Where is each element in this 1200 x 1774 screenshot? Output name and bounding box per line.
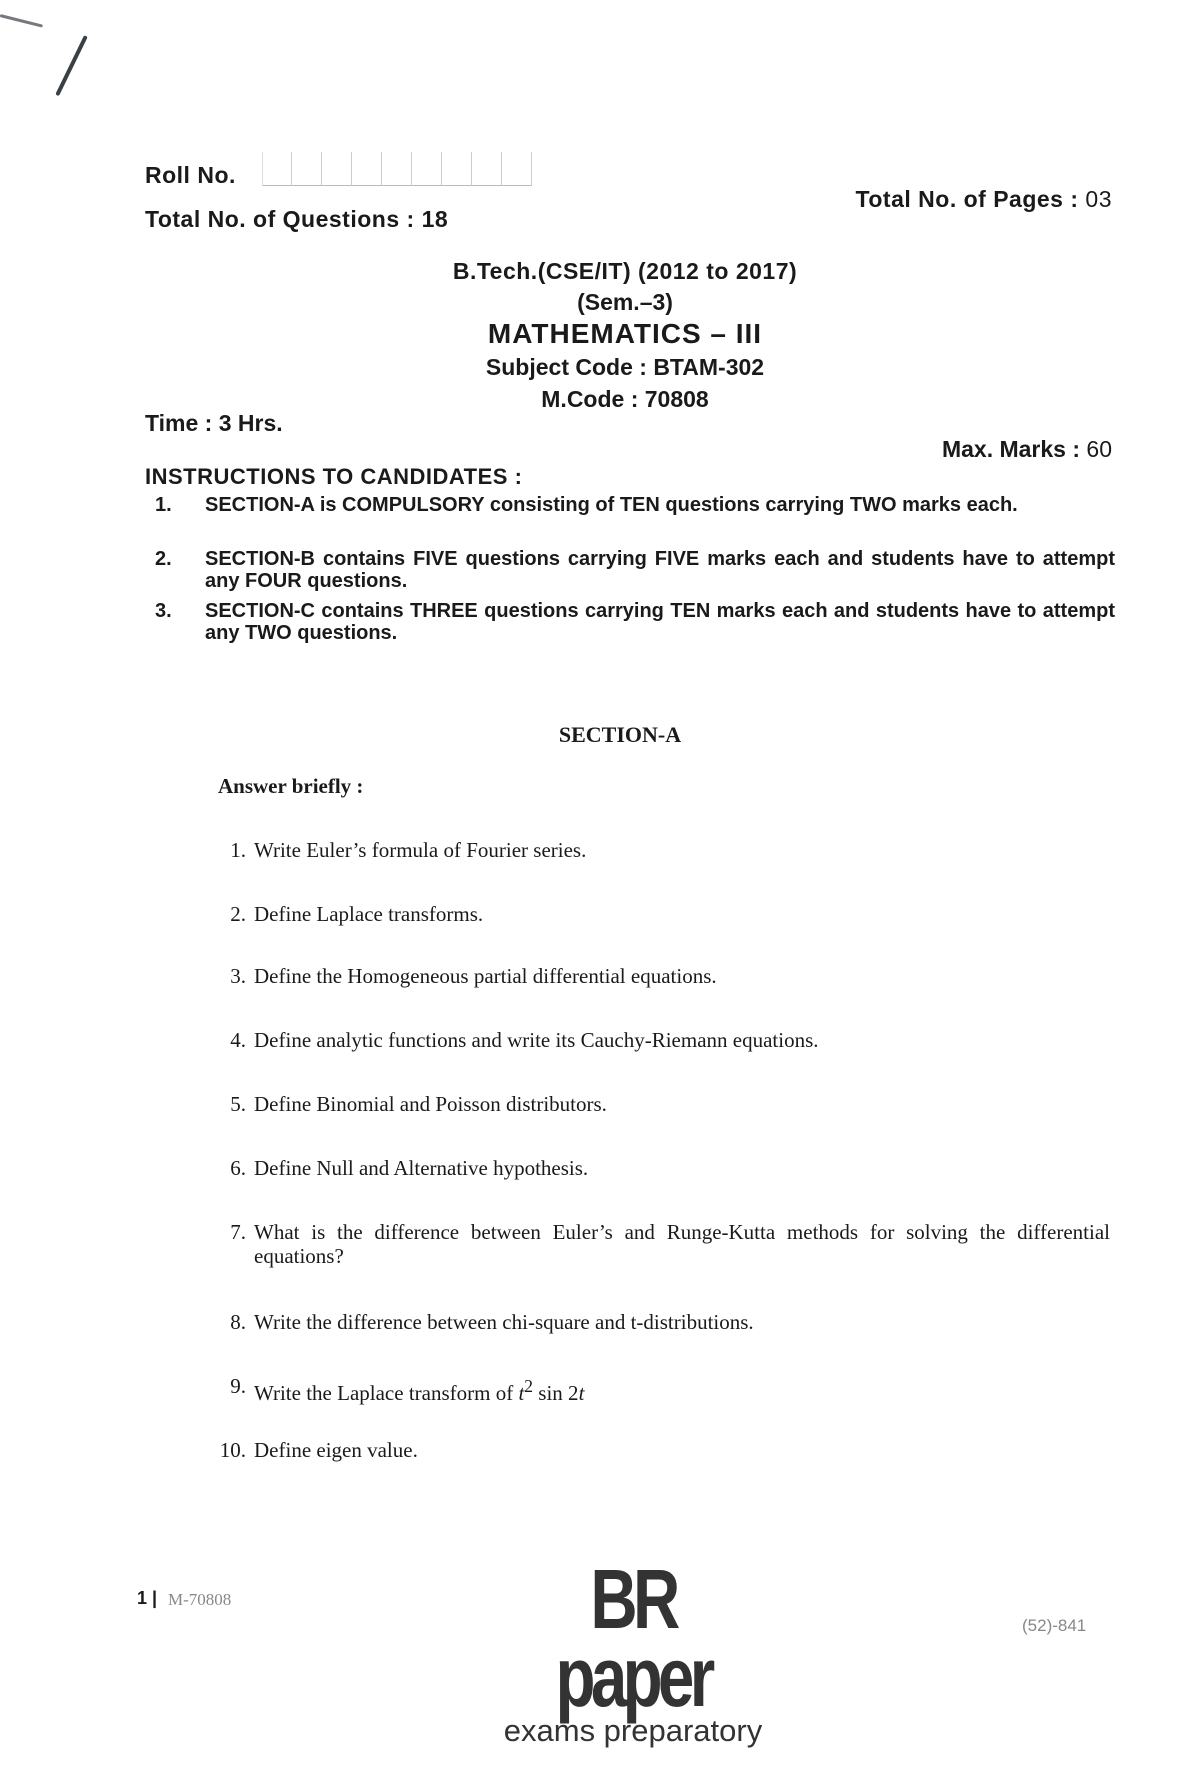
- question-text: Define Laplace transforms.: [254, 902, 484, 926]
- question-text: Define the Homogeneous partial differential equations.: [254, 964, 717, 988]
- instruction-text: SECTION-C contains THREE questions carrying TEN marks each and students have to attempt any TWO questions.: [205, 600, 1115, 644]
- math-variable: t: [578, 1381, 585, 1405]
- max-marks: [942, 436, 1112, 463]
- instruction-item: [155, 600, 1115, 644]
- instruction-item: [155, 494, 1115, 516]
- question-item: [210, 838, 1110, 862]
- question-number: 4.: [230, 1028, 246, 1052]
- question-text: Write Euler’s formula of Fourier series.: [254, 838, 587, 862]
- subject-title: MATHEMATICS – III: [487, 318, 763, 349]
- semester: (Sem.–3): [577, 289, 673, 315]
- page-number: 1 |: [137, 1588, 158, 1608]
- instruction-text: SECTION-A is COMPULSORY consisting of TEN questions carrying TWO marks each.: [205, 494, 1018, 516]
- question-item: [210, 902, 1110, 926]
- question-item: [210, 1374, 1110, 1405]
- roll-no-label: Roll No.: [145, 162, 236, 188]
- scan-mark-2: [55, 35, 88, 96]
- question-number: 2.: [230, 902, 246, 926]
- total-pages-value: 03: [1085, 186, 1112, 212]
- total-pages-label: Total No. of Pages :: [855, 186, 1079, 212]
- question-number: 1.: [230, 838, 246, 862]
- logo-tagline: exams preparatory: [503, 1713, 763, 1748]
- roll-no-boxes: [262, 152, 532, 186]
- logo-main-text: BR paper: [555, 1552, 711, 1724]
- question-text: Define eigen value.: [254, 1438, 418, 1462]
- instruction-number: 1.: [155, 494, 172, 516]
- roll-no-box: [292, 152, 322, 186]
- instructions-title: INSTRUCTIONS TO CANDIDATES :: [145, 464, 523, 489]
- question-text: [254, 1374, 1110, 1405]
- total-questions: [145, 206, 448, 233]
- question-item: [210, 964, 1110, 988]
- total-questions-label: Total No. of Questions :: [145, 206, 415, 232]
- math-variable: t: [518, 1381, 525, 1405]
- question-number: 3.: [230, 964, 246, 988]
- instruction-number: 2.: [155, 548, 172, 570]
- roll-no-box: [472, 152, 502, 186]
- roll-no-box: [322, 152, 352, 186]
- question-item: [210, 1092, 1110, 1116]
- question-number: 8.: [230, 1310, 246, 1334]
- course-title: B.Tech.(CSE/IT) (2012 to 2017): [452, 258, 798, 284]
- max-marks-value: 60: [1086, 436, 1112, 462]
- question-number: 5.: [230, 1092, 246, 1116]
- br-paper-logo: [483, 1552, 783, 1748]
- question-text: Write the difference between chi-square and t-distributions.: [254, 1310, 754, 1334]
- roll-no-box: [262, 152, 292, 186]
- section-a-title: SECTION-A: [558, 722, 682, 747]
- question-number: 6.: [230, 1156, 246, 1180]
- time-allowed: Time : 3 Hrs.: [145, 410, 283, 436]
- roll-no-box: [442, 152, 472, 186]
- roll-no-box: [382, 152, 412, 186]
- question-number: 9.: [230, 1374, 246, 1398]
- question-text: Define analytic functions and write its Cauchy-Riemann equations.: [254, 1028, 819, 1052]
- footer-reference: (52)-841: [1022, 1616, 1087, 1635]
- instruction-text: SECTION-B contains FIVE questions carrying FIVE marks each and students have to attempt any FOUR questions.: [205, 548, 1115, 592]
- m-code: M.Code : 70808: [541, 386, 709, 412]
- question-item: [210, 1310, 1110, 1334]
- question-item: [210, 1156, 1110, 1180]
- max-marks-label: Max. Marks :: [941, 436, 1081, 462]
- instruction-number: 3.: [155, 600, 172, 622]
- roll-no-box: [502, 152, 532, 186]
- question-item: [210, 1028, 1110, 1052]
- total-questions-value: 18: [421, 206, 449, 232]
- roll-no-box: [352, 152, 382, 186]
- question-text: Define Null and Alternative hypothesis.: [254, 1156, 589, 1180]
- total-pages: [856, 186, 1112, 213]
- section-a-subtitle: Answer briefly :: [218, 774, 364, 798]
- question-text: Define Binomial and Poisson distributors.: [254, 1092, 607, 1116]
- math-exponent: 2: [524, 1376, 534, 1396]
- question-text-suffix: sin 2: [533, 1381, 579, 1405]
- question-item: [210, 1220, 1110, 1268]
- question-text-prefix: Write the Laplace transform of: [254, 1381, 519, 1405]
- question-number: 7.: [230, 1220, 246, 1244]
- footer-m-code: M-70808: [168, 1590, 232, 1609]
- question-text: What is the difference between Euler’s and Runge-Kutta methods for solving the differential equations?: [254, 1220, 1110, 1268]
- roll-no-box: [412, 152, 442, 186]
- scan-mark-1: [0, 14, 43, 28]
- question-number: 10.: [219, 1438, 246, 1462]
- subject-code: Subject Code : BTAM-302: [485, 354, 765, 380]
- question-item: [210, 1438, 1110, 1462]
- instruction-item: [155, 548, 1115, 592]
